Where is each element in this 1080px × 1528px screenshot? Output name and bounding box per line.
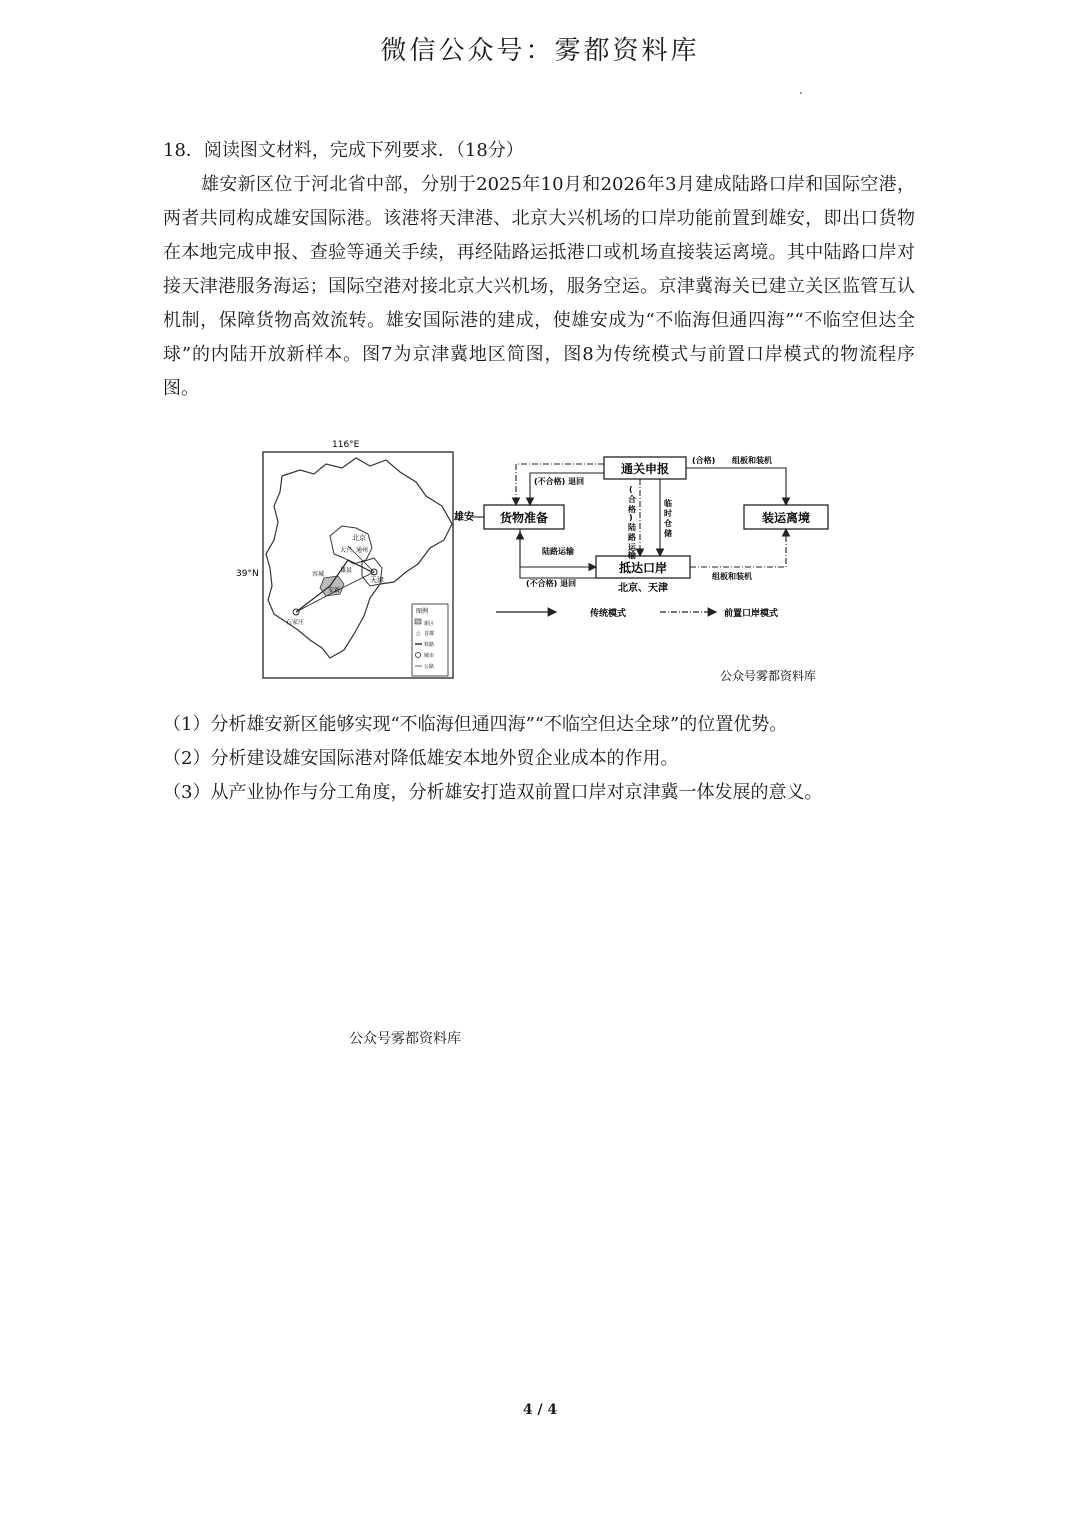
city-tongzhou: 通州 (356, 547, 369, 554)
svg-text:储: 储 (664, 529, 672, 538)
label-qualified-vertical (627, 485, 637, 560)
city-xiongxian: 雄县 (340, 567, 353, 574)
map-figure (236, 440, 453, 678)
legend-item-railway: 铁路 (424, 642, 435, 648)
sub-question-3: （3）从产业协作与分工角度，分析雄安打造双前置口岸对京津冀一体发展的意义。 (163, 782, 823, 803)
flow-start-label: 雄安 (454, 512, 474, 523)
page-header-title: 微信公众号：雾都资料库 (380, 36, 700, 66)
svg-text:仓: 仓 (664, 519, 672, 528)
label-return-top: (不合格) 退回 (534, 477, 585, 486)
longitude-label: 116°E (332, 440, 360, 450)
arrow-loading-bottom (690, 529, 786, 567)
svg-text:合: 合 (628, 495, 636, 504)
svg-text:格: 格 (628, 505, 636, 514)
page-number: 4 / 4 (522, 1402, 558, 1418)
figure-svg (230, 436, 850, 696)
svg-text:输: 输 (628, 551, 636, 560)
label-land-transport: 陆路运输 (542, 547, 574, 556)
sub-question-1: （1）分析雄安新区能够实现“不临海但通四海”“不临空但达全球”的位置优势。 (163, 714, 788, 735)
legend-traditional: 传统模式 (590, 609, 627, 619)
svg-text:运: 运 (628, 543, 636, 552)
question-title: 18．阅读图文材料，完成下列要求．（18分） (163, 140, 524, 161)
latitude-label: 39°N (236, 569, 259, 579)
svg-text:路: 路 (628, 533, 636, 542)
legend-item-highway: 公路 (424, 664, 435, 670)
map-legend (412, 604, 448, 676)
node-port-sub: 北京、天津 (618, 583, 668, 594)
scan-speck (800, 92, 802, 94)
legend-item-capital: 首都 (424, 631, 435, 637)
svg-text:): ) (629, 513, 633, 522)
label-qualified: (合格) (692, 456, 716, 465)
city-daxing: 大兴 (340, 547, 353, 554)
arrow-loading-top (686, 468, 786, 505)
city-tianjin: 天津 (370, 576, 384, 584)
page-watermark: 公众号雾都资料库 (349, 1031, 461, 1047)
question-material (163, 168, 915, 406)
legend-item-city: 城市 (424, 653, 435, 659)
legend-front-port: 前置口岸模式 (724, 609, 779, 619)
map-legend-title: 图例 (416, 608, 429, 615)
label-return-bottom: (不合格) 退回 (526, 579, 577, 588)
label-loading-bottom: 组板和装机 (712, 572, 752, 581)
city-beijing: 北京 (352, 534, 366, 542)
label-loading-top: 组板和装机 (732, 456, 772, 465)
node-port-label: 抵达口岸 (618, 561, 668, 575)
sub-questions (163, 708, 822, 810)
flowchart-figure (454, 455, 828, 619)
label-temp-storage (664, 498, 673, 538)
star-icon: ☆ (415, 630, 422, 638)
svg-text:(: ( (629, 485, 633, 494)
city-anxin: 安新 (328, 587, 341, 594)
node-goods-prep-label: 货物准备 (499, 511, 549, 525)
svg-text:临: 临 (664, 499, 672, 508)
node-customs-label: 通关申报 (620, 462, 670, 476)
legend-item-new-area: 新区 (424, 621, 435, 627)
svg-text:陆: 陆 (628, 523, 636, 532)
material-paragraph: 雄安新区位于河北省中部，分别于2025年10月和2026年3月建成陆路口岸和国际空港，两者共同构成雄安国际港。该港将天津港、北京大兴机场的口岸功能前置到雄安，即出口货物在本地完成申报、查验等通关手续，再经陆路运抵港口或机场直接装运离境。其中陆路口岸对接天津港服务海运；国际空港对接北京大兴机场，服务空运。京津冀海关已建立关区监管互认机制，保障货物高效流转。雄安国际港的建成，使雄安成为“不临海但通四海”“不临空但达全球”的内陆开放新样本。图7为京津冀地区简图，图8为传统模式与前置口岸模式的物流程序图。 (163, 174, 915, 399)
city-rongcheng: 容城 (312, 571, 325, 578)
city-shijiazhuang: 石家庄 (286, 619, 305, 626)
figure-watermark: 公众号雾都资料库 (720, 669, 817, 683)
svg-text:时: 时 (664, 509, 672, 518)
figure-area (230, 436, 850, 696)
node-depart-label: 装运离境 (761, 511, 811, 525)
sub-question-2: （2）分析建设雄安国际港对降低雄安本地外贸企业成本的作用。 (163, 748, 679, 769)
beijing-outline (330, 526, 372, 564)
